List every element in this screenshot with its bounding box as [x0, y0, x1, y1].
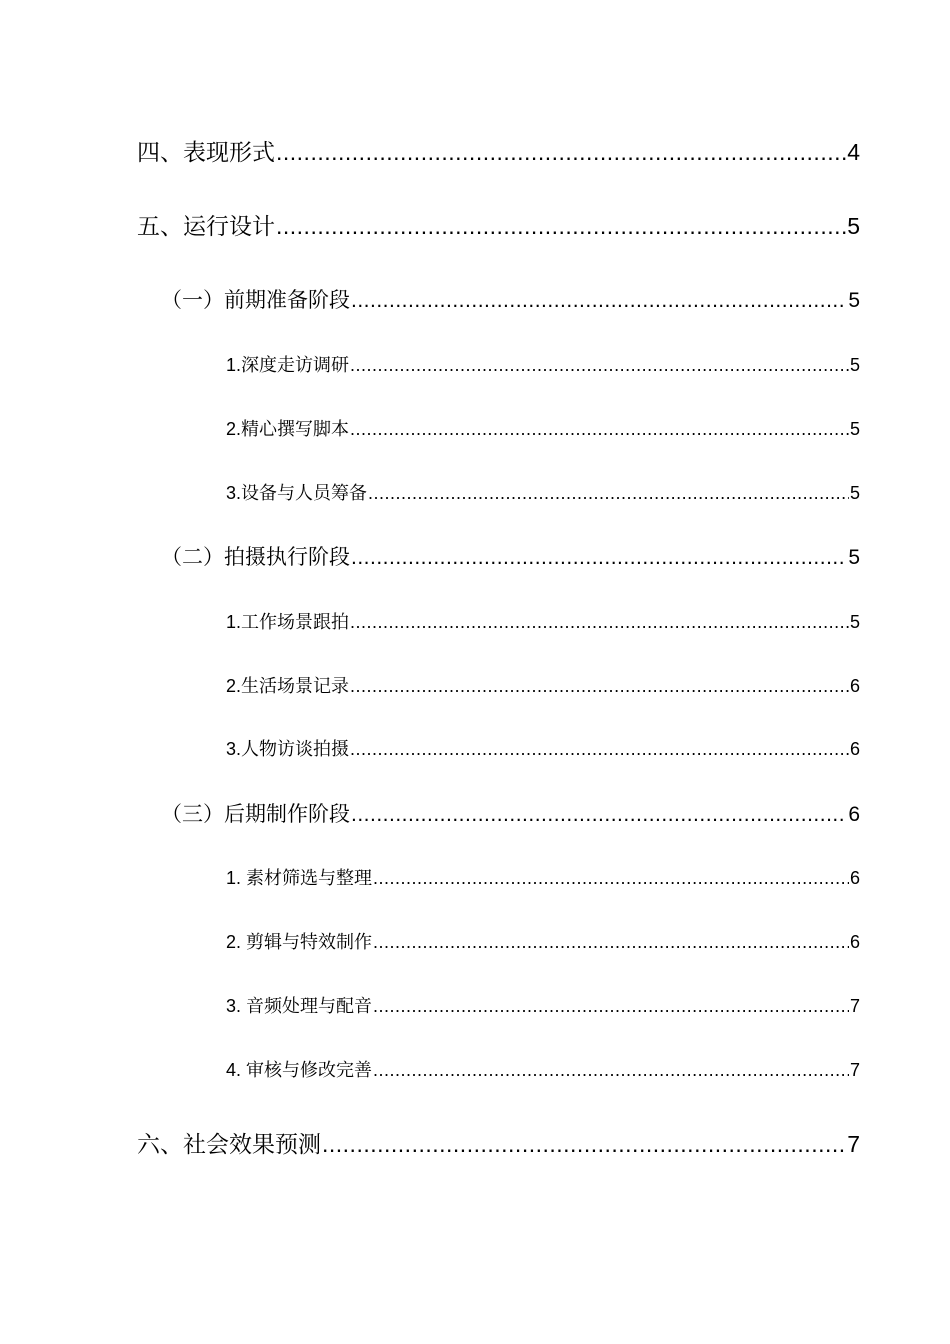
toc-entry-subsection-5-2[interactable] — [161, 541, 860, 571]
toc-entry-section-5[interactable] — [137, 208, 860, 240]
dot-leader — [368, 483, 849, 504]
toc-entry-page-number: 7 — [849, 1060, 860, 1080]
toc-entry-item-5-3-3[interactable] — [226, 992, 860, 1018]
toc-entry-label: 1.深度走访调研 — [226, 355, 350, 375]
dot-leader — [373, 932, 849, 953]
toc-entry-item-5-3-1[interactable] — [226, 864, 860, 890]
toc-entry-page-number: 6 — [849, 739, 860, 759]
toc-entry-page-number: 7 — [849, 996, 860, 1016]
toc-entry-section-6[interactable] — [137, 1126, 860, 1158]
toc-entry-label: 2. 剪辑与特效制作 — [226, 932, 373, 952]
toc-entry-label: （一）前期准备阶段 — [161, 289, 350, 312]
toc-entry-label: 2.精心撰写脚本 — [226, 419, 350, 439]
toc-entry-page-number: 6 — [849, 676, 860, 696]
toc-entry-item-5-3-4[interactable] — [226, 1056, 860, 1082]
toc-entry-page-number: 4 — [847, 139, 860, 165]
toc-entry-item-5-1-3[interactable] — [226, 479, 860, 505]
dot-leader — [350, 739, 849, 760]
dot-leader — [350, 419, 849, 440]
dot-leader — [350, 612, 849, 633]
toc-entry-label: 1. 素材筛选与整理 — [226, 868, 373, 888]
toc-entry-page-number: 5 — [849, 483, 860, 503]
dot-leader — [350, 676, 849, 697]
toc-entry-label: 3. 音频处理与配音 — [226, 996, 373, 1016]
toc-entry-label: 六、社会效果预测 — [137, 1131, 321, 1157]
toc-entry-item-5-2-1[interactable] — [226, 608, 860, 634]
toc-entry-label: （三）后期制作阶段 — [161, 803, 350, 826]
dot-leader — [322, 1131, 846, 1158]
dot-leader — [351, 803, 847, 827]
toc-entry-label: （二）拍摄执行阶段 — [161, 546, 350, 569]
dot-leader — [351, 289, 847, 313]
toc-entry-label: 3.人物访谈拍摄 — [226, 739, 350, 759]
toc-entry-item-5-3-2[interactable] — [226, 928, 860, 954]
toc-entry-item-5-2-3[interactable] — [226, 735, 860, 761]
dot-leader — [373, 1060, 849, 1081]
dot-leader — [276, 139, 846, 166]
toc-entry-label: 四、表现形式 — [137, 139, 275, 165]
toc-entry-page-number: 5 — [849, 355, 860, 375]
toc-entry-page-number: 6 — [849, 868, 860, 888]
toc-entry-label: 五、运行设计 — [137, 213, 275, 239]
toc-entry-page-number: 5 — [848, 546, 860, 569]
toc-entry-page-number: 6 — [848, 803, 860, 826]
dot-leader — [373, 868, 849, 889]
toc-entry-item-5-1-2[interactable] — [226, 415, 860, 441]
toc-entry-page-number: 5 — [847, 213, 860, 239]
toc-entry-page-number: 7 — [847, 1131, 860, 1157]
toc-entry-page-number: 5 — [848, 289, 860, 312]
dot-leader — [373, 996, 849, 1017]
dot-leader — [351, 546, 847, 570]
toc-entry-item-5-2-2[interactable] — [226, 672, 860, 698]
toc-entry-page-number: 5 — [849, 419, 860, 439]
toc-entry-label: 4. 审核与修改完善 — [226, 1060, 373, 1080]
toc-entry-label: 3.设备与人员筹备 — [226, 483, 368, 503]
toc-entry-section-4[interactable] — [137, 134, 860, 166]
toc-entry-item-5-1-1[interactable] — [226, 351, 860, 377]
toc-entry-page-number: 5 — [849, 612, 860, 632]
dot-leader — [276, 213, 846, 240]
toc-entry-label: 1.工作场景跟拍 — [226, 612, 350, 632]
toc-entry-subsection-5-3[interactable] — [161, 798, 860, 828]
toc-entry-label: 2.生活场景记录 — [226, 676, 350, 696]
dot-leader — [350, 355, 849, 376]
toc-entry-subsection-5-1[interactable] — [161, 284, 860, 314]
toc-entry-page-number: 6 — [849, 932, 860, 952]
